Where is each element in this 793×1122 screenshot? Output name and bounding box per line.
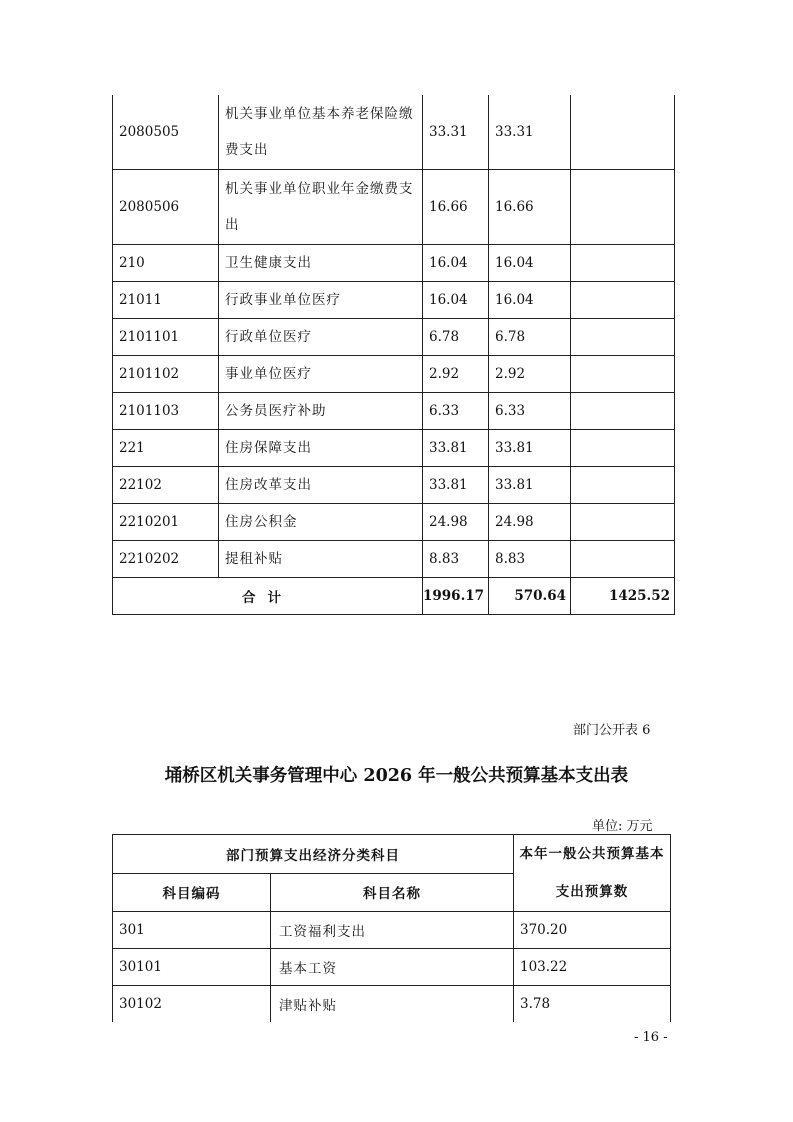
project-amount: 1425.52 xyxy=(571,578,675,615)
total-amount: 16.66 xyxy=(423,170,489,245)
total-amount: 33.31 xyxy=(423,95,489,170)
basic-amount: 33.81 xyxy=(489,467,571,504)
subject-code: 2080506 xyxy=(113,170,219,245)
subject-code: 2080505 xyxy=(113,95,219,170)
table-row xyxy=(113,467,675,504)
table-row xyxy=(113,541,675,578)
project-amount xyxy=(571,319,675,356)
subject-code: 22102 xyxy=(113,467,219,504)
code-header: 科目编码 xyxy=(113,873,271,912)
subject-name: 住房改革支出 xyxy=(219,467,423,504)
budget-amount: 3.78 xyxy=(514,986,671,1023)
expenditure-summary-table xyxy=(112,95,675,615)
subject-name: 行政事业单位医疗 xyxy=(219,282,423,319)
project-amount xyxy=(571,245,675,282)
subject-code: 30102 xyxy=(113,986,271,1023)
subject-code: 2210202 xyxy=(113,541,219,578)
table-row xyxy=(113,95,675,170)
table-row xyxy=(113,912,671,949)
table-row xyxy=(113,430,675,467)
subject-name: 行政单位医疗 xyxy=(219,319,423,356)
total-label: 合计 xyxy=(113,578,423,615)
subject-code: 2101103 xyxy=(113,393,219,430)
basic-amount: 2.92 xyxy=(489,356,571,393)
basic-amount: 24.98 xyxy=(489,504,571,541)
subject-code: 301 xyxy=(113,912,271,949)
table-row xyxy=(113,504,675,541)
amount-header: 本年一般公共预算基本支出预算数 xyxy=(514,835,671,912)
unit-label: 单位: 万元 xyxy=(592,819,653,834)
subject-code: 2210201 xyxy=(113,504,219,541)
total-row xyxy=(113,578,675,615)
table-row xyxy=(113,245,675,282)
project-amount xyxy=(571,356,675,393)
total-amount: 33.81 xyxy=(423,467,489,504)
subject-name: 基本工资 xyxy=(271,949,514,986)
category-group-header: 部门预算支出经济分类科目 xyxy=(113,835,514,874)
budget-amount: 103.22 xyxy=(514,949,671,986)
basic-amount: 8.83 xyxy=(489,541,571,578)
subject-name: 住房保障支出 xyxy=(219,430,423,467)
table-row xyxy=(113,319,675,356)
subject-code: 21011 xyxy=(113,282,219,319)
total-amount: 16.04 xyxy=(423,282,489,319)
total-amount: 6.78 xyxy=(423,319,489,356)
project-amount xyxy=(571,467,675,504)
basic-amount: 16.04 xyxy=(489,245,571,282)
total-amount: 6.33 xyxy=(423,393,489,430)
header-row xyxy=(113,835,671,874)
table-row xyxy=(113,282,675,319)
subject-name: 住房公积金 xyxy=(219,504,423,541)
project-amount xyxy=(571,430,675,467)
subject-name: 提租补贴 xyxy=(219,541,423,578)
project-amount xyxy=(571,282,675,319)
subject-name: 机关事业单位职业年金缴费支出 xyxy=(219,170,423,245)
budget-amount: 370.20 xyxy=(514,912,671,949)
project-amount xyxy=(571,393,675,430)
subject-code: 2101102 xyxy=(113,356,219,393)
subject-code: 210 xyxy=(113,245,219,282)
subject-name: 卫生健康支出 xyxy=(219,245,423,282)
subject-name: 事业单位医疗 xyxy=(219,356,423,393)
basic-expenditure-table xyxy=(112,834,671,1022)
project-amount xyxy=(571,504,675,541)
basic-amount: 6.33 xyxy=(489,393,571,430)
basic-amount: 16.66 xyxy=(489,170,571,245)
table-row xyxy=(113,170,675,245)
project-amount xyxy=(571,95,675,170)
table-row xyxy=(113,356,675,393)
project-amount xyxy=(571,541,675,578)
subject-name: 津贴补贴 xyxy=(271,986,514,1023)
basic-amount: 33.31 xyxy=(489,95,571,170)
basic-amount: 570.64 xyxy=(489,578,571,615)
total-amount: 24.98 xyxy=(423,504,489,541)
total-amount: 1996.17 xyxy=(423,578,489,615)
subject-name: 机关事业单位基本养老保险缴费支出 xyxy=(219,95,423,170)
table-row xyxy=(113,949,671,986)
table-row xyxy=(113,393,675,430)
page-title: 埇桥区机关事务管理中心 2026 年一般公共预算基本支出表 xyxy=(164,766,629,786)
project-amount xyxy=(571,170,675,245)
basic-amount: 33.81 xyxy=(489,430,571,467)
subject-code: 2101101 xyxy=(113,319,219,356)
total-amount: 8.83 xyxy=(423,541,489,578)
basic-amount: 6.78 xyxy=(489,319,571,356)
total-amount: 33.81 xyxy=(423,430,489,467)
subject-name: 公务员医疗补助 xyxy=(219,393,423,430)
basic-amount: 16.04 xyxy=(489,282,571,319)
table-row xyxy=(113,986,671,1023)
public-table-label: 部门公开表 6 xyxy=(573,723,651,738)
page-number: - 16 - xyxy=(634,1030,668,1045)
subject-code: 221 xyxy=(113,430,219,467)
total-amount: 2.92 xyxy=(423,356,489,393)
name-header: 科目名称 xyxy=(271,873,514,912)
total-amount: 16.04 xyxy=(423,245,489,282)
subject-name: 工资福利支出 xyxy=(271,912,514,949)
subject-code: 30101 xyxy=(113,949,271,986)
